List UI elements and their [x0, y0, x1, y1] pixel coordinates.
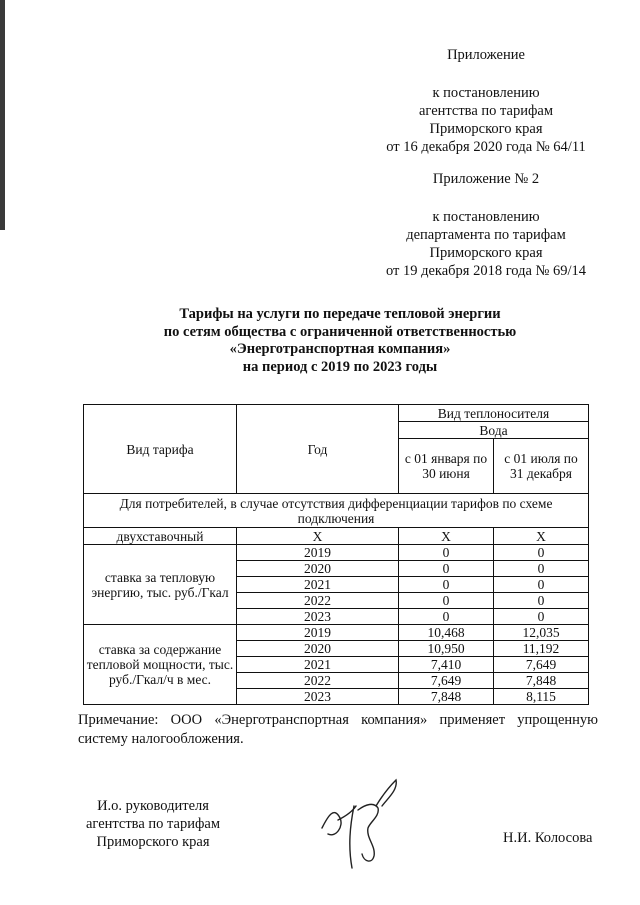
header-year: Год	[237, 405, 399, 494]
table-cell-year: 2022	[237, 673, 399, 689]
header-carrier: Вид теплоносителя	[399, 405, 589, 422]
appendix-line: Приморского края	[429, 245, 543, 261]
section-row: Для потребителей, в случае отсутствия дифференциации тарифов по схеме подключения	[84, 494, 589, 528]
table-cell-h2: 11,192	[494, 641, 589, 657]
title-line: на период с 2019 по 2023 годы	[242, 358, 438, 375]
appendix-line: от 19 декабря 2018 года № 69/14	[385, 263, 587, 279]
appendix-header-1	[376, 46, 596, 156]
table-cell-h1: 10,468	[399, 625, 494, 641]
table-cell-year: 2023	[237, 689, 399, 705]
tariff-table	[83, 404, 589, 705]
signatory-position	[86, 797, 220, 851]
header-water: Вода	[399, 422, 589, 439]
table-cell-h2: 0	[494, 545, 589, 561]
header-period-1: с 01 января по 30 июня	[399, 439, 494, 494]
signatory-name: Н.И. Колосова	[503, 830, 593, 846]
table-cell-h1: 0	[399, 561, 494, 577]
two-part-h2: Х	[494, 528, 589, 545]
appendix-header-2	[376, 170, 596, 280]
table-cell-h1: 10,950	[399, 641, 494, 657]
group2-label: ставка за содержание тепловой мощности, тыс. руб./Гкал/ч в мес.	[84, 625, 237, 705]
appendix-line: департамента по тарифам	[406, 227, 566, 243]
table-cell-h1: 7,848	[399, 689, 494, 705]
two-part-label: двухставочный	[84, 528, 237, 545]
two-part-h1: Х	[399, 528, 494, 545]
table-cell-year: 2020	[237, 561, 399, 577]
appendix-line: от 16 декабря 2020 года № 64/11	[386, 139, 586, 155]
table-cell-year: 2022	[237, 593, 399, 609]
table-cell-h2: 8,115	[494, 689, 589, 705]
two-part-year: Х	[237, 528, 399, 545]
table-cell-h2: 0	[494, 561, 589, 577]
table-cell-h1: 7,649	[399, 673, 494, 689]
appendix-title: Приложение № 2	[432, 171, 540, 187]
document-title	[0, 306, 640, 376]
table-cell-year: 2019	[237, 545, 399, 561]
table-cell-h1: 0	[399, 593, 494, 609]
scan-edge	[0, 0, 5, 230]
header-tariff-type: Вид тарифа	[84, 405, 237, 494]
table-cell-h2: 7,848	[494, 673, 589, 689]
table-cell-year: 2021	[237, 657, 399, 673]
table-cell-h2: 0	[494, 609, 589, 625]
title-line: Тарифы на услуги по передаче тепловой энергии	[179, 306, 501, 322]
appendix-line: к постановлению	[432, 85, 540, 101]
table-cell-year: 2021	[237, 577, 399, 593]
table-cell-h2: 12,035	[494, 625, 589, 641]
table-cell-h2: 0	[494, 593, 589, 609]
appendix-line: Приморского края	[429, 121, 543, 137]
handwritten-signature	[318, 776, 408, 876]
appendix-line: агентства по тарифам	[419, 103, 553, 119]
signatory-line: Приморского края	[96, 834, 210, 850]
group1-label: ставка за тепловую энергию, тыс. руб./Гкал	[84, 545, 237, 625]
appendix-title: Приложение	[447, 47, 525, 63]
table-cell-h2: 0	[494, 577, 589, 593]
table-cell-h1: 0	[399, 577, 494, 593]
table-cell-year: 2023	[237, 609, 399, 625]
appendix-line: к постановлению	[432, 209, 540, 225]
note-text: Примечание: ООО «Энерготранспортная компания» применяет упрощенную систему налогообложения.	[78, 712, 598, 747]
table-cell-year: 2020	[237, 641, 399, 657]
title-line: «Энерготранспортная компания»	[229, 341, 451, 357]
signatory-line: И.о. руководителя	[97, 798, 209, 814]
header-period-2: с 01 июля по 31 декабря	[494, 439, 589, 494]
title-line: по сетям общества с ограниченной ответственностью	[163, 323, 517, 340]
table-cell-h2: 7,649	[494, 657, 589, 673]
table-cell-h1: 7,410	[399, 657, 494, 673]
table-cell-h1: 0	[399, 609, 494, 625]
signatory-line: агентства по тарифам	[86, 816, 220, 832]
table-cell-h1: 0	[399, 545, 494, 561]
table-cell-year: 2019	[237, 625, 399, 641]
